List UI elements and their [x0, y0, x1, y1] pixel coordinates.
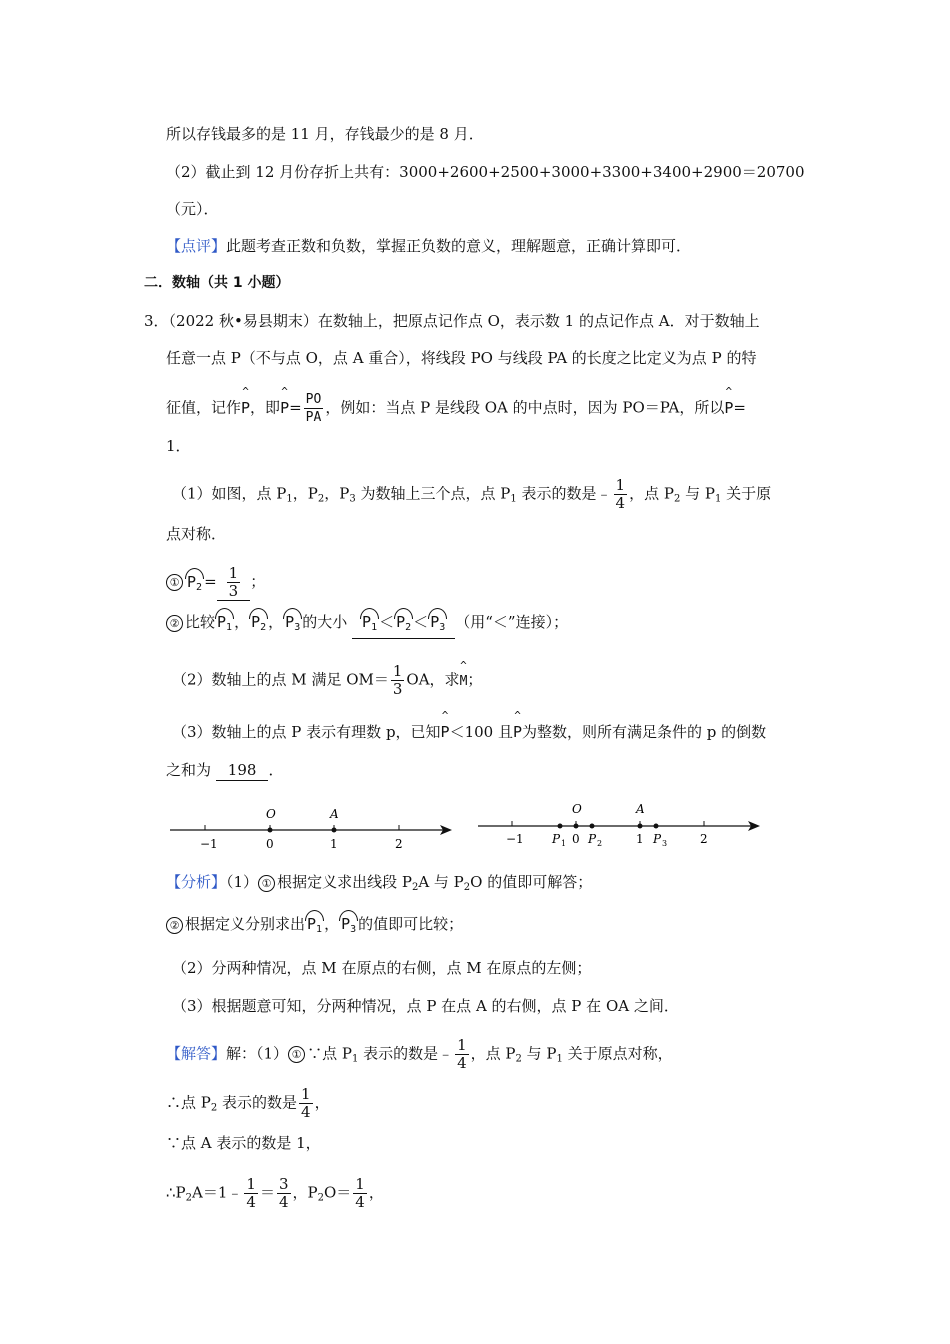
- numerator: 1: [392, 662, 403, 680]
- subscript: 2: [405, 622, 412, 633]
- part-text: （3）数轴上的点 P 表示有理数 p，已知: [172, 723, 441, 741]
- point-label: A: [330, 807, 339, 821]
- circled-number: ①: [166, 574, 183, 591]
- text-line: [166, 162, 805, 182]
- line-text: 所以存钱最多的是 11 月，存钱最少的是 8 月．: [166, 125, 484, 143]
- section-title: 二．数轴（共 1 小题）: [144, 275, 290, 291]
- tick-label: 1: [636, 832, 644, 846]
- point-label: O: [572, 802, 582, 816]
- subscript: 3: [349, 493, 356, 505]
- point-p3: [654, 824, 659, 829]
- analysis-line: [172, 958, 591, 978]
- solution-text: ∵点 A 表示的数是 1，: [166, 1134, 321, 1152]
- punctuation: ，: [268, 613, 284, 631]
- symbol-letter: P: [217, 613, 227, 631]
- less-than: ＜: [413, 613, 429, 631]
- solution-text: 解：（1）: [226, 1044, 289, 1063]
- subscript: 1: [226, 622, 233, 633]
- numerator: 1: [301, 1085, 311, 1103]
- point-p1: [558, 824, 563, 829]
- point-label: P: [653, 832, 662, 846]
- tick-label: 1: [330, 837, 338, 851]
- denominator: 4: [301, 1103, 311, 1121]
- denominator: 4: [355, 1193, 365, 1211]
- symbol-letter: P: [396, 613, 406, 631]
- subpart-text: （用“＜”连接）；: [455, 613, 569, 631]
- numerator: 1: [615, 476, 626, 494]
- hat-m-symbol: ^ M: [460, 670, 468, 692]
- equals: ＝: [259, 1183, 275, 1202]
- arc-p2-symbol: [394, 612, 413, 638]
- equals: =: [204, 572, 217, 591]
- part-text: 关于原: [721, 484, 772, 503]
- numerator: 1: [246, 1175, 256, 1193]
- subscript: 1: [351, 1053, 359, 1065]
- numerator: PO: [305, 392, 322, 407]
- punctuation: ，: [324, 915, 340, 933]
- question-text: ，即: [250, 398, 281, 417]
- subscript: 2: [260, 622, 267, 633]
- solution-text: 与 P: [521, 1044, 557, 1063]
- tick-label: 2: [395, 837, 403, 851]
- analysis-text: （2）分两种情况，点 M 在原点的右侧，点 M 在原点的左侧；: [172, 959, 592, 977]
- hat-p-symbol: ^ P: [441, 720, 450, 742]
- symbol-letter: P: [187, 572, 197, 591]
- solution-text: O＝: [323, 1183, 352, 1202]
- denominator: 3: [228, 582, 239, 600]
- solution-text: ，点 P: [470, 1044, 516, 1063]
- hat-p-symbol: ^ P: [280, 396, 289, 418]
- line-text: （2）截止到 12 月份存折上共有：3000+2600+2500+3000+3300+3400+2900＝20700: [166, 163, 805, 181]
- arc-p3-symbol: [339, 914, 358, 940]
- part-text: ＜100 且: [449, 723, 513, 741]
- question-text: 征值，记作: [166, 398, 242, 417]
- symbol-letter: P: [307, 915, 317, 933]
- part1-line: [166, 524, 226, 544]
- answer-blank: [216, 760, 269, 781]
- comment-tag: 【点评】: [166, 237, 227, 255]
- symbol-letter: P: [341, 915, 351, 933]
- numerator: 1: [355, 1175, 365, 1193]
- subscript: 3: [350, 924, 357, 935]
- subscript: 1: [714, 493, 722, 505]
- subpart-text: 比较: [185, 613, 216, 631]
- tick-label: 0: [266, 837, 274, 851]
- denominator: 3: [392, 680, 403, 698]
- fraction-one-quarter: [614, 477, 628, 512]
- punctuation: ，: [314, 1093, 330, 1112]
- point-label: O: [266, 807, 276, 821]
- question-text: 任意一点 P（不与点 O，点 A 重合），将线段 PO 与线段 PA 的长度之比定义为点 P 的特: [166, 349, 757, 367]
- subscript: 2: [317, 493, 325, 505]
- subscript: 2: [515, 1053, 522, 1065]
- part-text: 与 P: [680, 484, 715, 503]
- arc-p2-symbol: [185, 572, 204, 598]
- question-line: [166, 348, 756, 368]
- fraction-one-third: [227, 565, 241, 600]
- numerator: 1: [228, 564, 239, 582]
- analysis-tag: 【分析】: [166, 873, 227, 891]
- part-text: ，点 P: [629, 484, 674, 503]
- part-text: ，P: [324, 484, 350, 503]
- answer-blank: [352, 612, 455, 639]
- hat-p-symbol: ^ P: [513, 720, 522, 742]
- subscript: 1: [316, 924, 323, 935]
- subscript: 1: [371, 622, 378, 633]
- arc-p1-symbol: [305, 914, 324, 940]
- part2-line: [172, 663, 482, 698]
- comment-text: 此题考查正数和负数，掌握正负数的意义，理解题意，正确计算即可．: [226, 237, 692, 255]
- arc-p1-symbol: [215, 612, 234, 638]
- less-than: ＜: [379, 613, 395, 631]
- point-label-sub: 3: [662, 839, 668, 848]
- text-line: [166, 199, 219, 219]
- part3-line: [172, 720, 766, 742]
- subscript: 1: [286, 493, 293, 505]
- hat-p-symbol: ^ P: [724, 396, 733, 418]
- tick-label: −1: [200, 837, 218, 851]
- question-line: [144, 311, 760, 331]
- part1-line: [172, 477, 771, 512]
- fraction-one-quarter: [299, 1086, 313, 1121]
- solution-line: [166, 1133, 321, 1153]
- question-line: [166, 391, 746, 426]
- subscript: 2: [463, 882, 471, 893]
- solution-text: ∵点 P: [307, 1044, 352, 1063]
- solution-line: [166, 1037, 673, 1072]
- fraction-po-pa: [304, 391, 324, 426]
- circled-number: ②: [166, 917, 183, 934]
- punctuation: ．: [268, 761, 284, 779]
- fraction-one-third: [391, 663, 405, 698]
- point-label: P: [552, 832, 561, 846]
- subscript: 2: [673, 493, 681, 505]
- solution-text: 关于原点对称，: [562, 1044, 673, 1063]
- denominator: 4: [615, 494, 626, 512]
- part-text: OA，求: [406, 670, 460, 689]
- tick-label: 2: [700, 832, 708, 846]
- equals: =: [289, 398, 302, 417]
- question-text: ，例如：当点 P 是线段 OA 的中点时，因为 PO＝PA，所以: [325, 398, 725, 417]
- subscript: 2: [185, 1192, 193, 1204]
- equals: =: [733, 398, 746, 417]
- part-text: 为数轴上三个点，点 P: [355, 484, 511, 503]
- fraction-one-quarter: [353, 1176, 367, 1211]
- punctuation: ；: [250, 572, 266, 591]
- symbol-letter: P: [251, 613, 261, 631]
- tick-label: −1: [506, 832, 524, 846]
- tick-label: 0: [572, 832, 580, 846]
- circled-number: ①: [258, 875, 275, 892]
- number-line-1: [166, 800, 466, 860]
- subscript: 2: [317, 1192, 324, 1204]
- solution-text: ∴点 P: [166, 1093, 211, 1112]
- solution-text: ，P: [292, 1183, 318, 1202]
- analysis-text: （3）根据题意可知，分两种情况，点 P 在点 A 的右侧，点 P 在 OA 之间．: [172, 997, 679, 1015]
- answer-blank: [217, 565, 251, 601]
- symbol-letter: P: [285, 613, 295, 631]
- subscript: 2: [210, 1102, 218, 1114]
- fraction-one-quarter: [244, 1176, 258, 1211]
- point-o: [268, 828, 273, 833]
- question-text: 3．（2022 秋•易县期末）在数轴上，把原点记作点 O，表示数 1 的点记作点 A．对于数轴上: [144, 312, 760, 330]
- arc-p1-symbol: [360, 612, 379, 638]
- solution-line: [166, 1176, 384, 1211]
- analysis-text: 的值即可比较；: [358, 915, 464, 933]
- analysis-line: [166, 914, 463, 940]
- point-label: P: [588, 832, 597, 846]
- arc-p2-symbol: [249, 612, 268, 638]
- solution-tag: 【解答】: [166, 1044, 227, 1063]
- arc-p3-symbol: [283, 612, 302, 638]
- analysis-text: O 的值即可解答；: [470, 873, 593, 891]
- subscript: 3: [294, 622, 301, 633]
- denominator: 4: [457, 1054, 467, 1072]
- point-a: [638, 824, 643, 829]
- solution-text: ∴P: [166, 1183, 186, 1202]
- symbol-letter: P: [362, 613, 372, 631]
- analysis-line: [172, 996, 679, 1016]
- fraction-three-quarters: [277, 1176, 291, 1211]
- part-text: ，P: [292, 484, 318, 503]
- subscript: 3: [439, 622, 446, 633]
- text-line: [166, 124, 484, 144]
- punctuation: ，: [368, 1183, 384, 1202]
- fraction-one-quarter: [455, 1037, 469, 1072]
- point-p2: [590, 824, 595, 829]
- comment-line: [166, 236, 691, 256]
- analysis-text: （1）: [226, 873, 259, 891]
- analysis-text: 根据定义求出线段 P: [277, 873, 412, 891]
- question-text: 1．: [166, 437, 191, 455]
- solution-text: A＝1﹣: [192, 1183, 243, 1202]
- analysis-text: 根据定义分别求出: [185, 915, 306, 933]
- answer-value: 198: [227, 761, 257, 779]
- numerator: 3: [278, 1175, 289, 1193]
- subscript: 2: [411, 882, 419, 893]
- analysis-text: A 与 P: [418, 873, 464, 891]
- part-text: （1）如图，点 P: [172, 484, 287, 503]
- subpart-text: 的大小: [302, 613, 348, 631]
- denominator: 4: [246, 1193, 256, 1211]
- number-line-2: [474, 797, 774, 857]
- point-o: [574, 824, 579, 829]
- solution-line: [166, 1086, 330, 1121]
- solution-text: 表示的数是: [217, 1093, 298, 1112]
- part3-line: [166, 760, 283, 781]
- part-text: 为整数，则所有满足条件的 p 的倒数: [522, 723, 767, 741]
- subpart-1: [166, 565, 265, 601]
- arc-p3-symbol: [428, 612, 447, 638]
- point-label: A: [636, 802, 645, 816]
- circled-number: ①: [288, 1046, 305, 1063]
- line-text: （元）．: [166, 200, 219, 218]
- part-text: （2）数轴上的点 M 满足 OM＝: [172, 670, 389, 689]
- section-heading: [144, 273, 290, 293]
- numerator: 1: [457, 1036, 467, 1054]
- point-label-sub: 1: [561, 839, 567, 848]
- subpart-2: [166, 612, 568, 639]
- punctuation: ，: [234, 613, 250, 631]
- denominator: PA: [305, 410, 322, 425]
- analysis-line: [166, 872, 592, 898]
- point-a: [332, 828, 337, 833]
- subscript: 2: [196, 581, 203, 593]
- part-text: 表示的数是﹣: [516, 484, 612, 503]
- circled-number: ②: [166, 615, 183, 632]
- subscript: 1: [556, 1053, 563, 1065]
- part-text: 之和为: [166, 761, 212, 779]
- question-line: [166, 436, 191, 456]
- point-label-sub: 2: [597, 839, 603, 848]
- solution-text: 表示的数是﹣: [358, 1044, 454, 1063]
- denominator: 4: [278, 1193, 289, 1211]
- part-text: 点对称．: [166, 525, 227, 543]
- subscript: 1: [510, 493, 517, 505]
- symbol-letter: P: [430, 613, 440, 631]
- punctuation: ；: [467, 670, 483, 689]
- hat-p-symbol: ^ P: [241, 396, 250, 418]
